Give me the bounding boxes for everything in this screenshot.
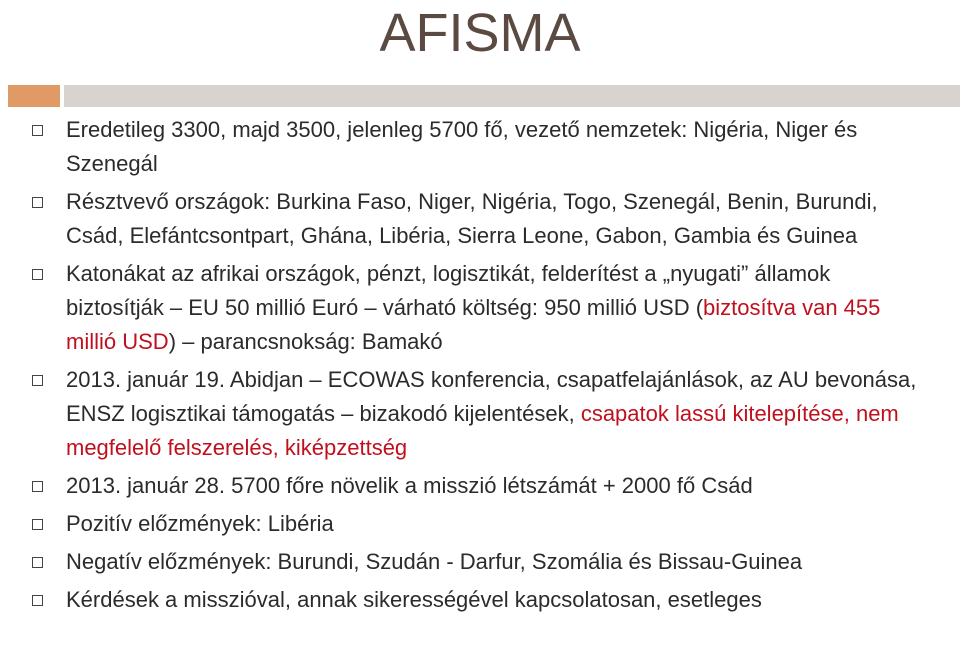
square-bullet-icon	[32, 557, 43, 568]
bullet-text: 2013. január 19. Abidjan – ECOWAS konferencia, csapatfelajánlások, az AU bevonása, ENSZ logisztikai támogatás – bizakodó kijelentések,	[66, 367, 917, 426]
square-bullet-icon	[32, 269, 43, 280]
bullet-text: 2013. január 28. 5700 főre növelik a misszió létszámát + 2000 fő Csád	[66, 473, 753, 498]
highlighted-text: biztosítva van 455 millió USD	[66, 295, 881, 354]
highlighted-text: csapatok lassú kitelepítése, nem megfelelő felszerelés, kiképzettség	[66, 401, 899, 460]
title-band	[64, 85, 960, 107]
bullet-item	[0, 185, 960, 253]
bullet-text: Résztvevő országok: Burkina Faso, Niger, Nigéria, Togo, Szenegál, Benin, Burundi, Csád, Elefántcsontpart, Ghána, Libéria, Sierra Leone, Gabon, Gambia és Guinea	[66, 189, 878, 248]
bullet-item	[0, 363, 960, 465]
bullet-text: Negatív előzmények: Burundi, Szudán - Darfur, Szomália és Bissau-Guinea	[66, 549, 803, 574]
bullet-list	[0, 113, 960, 621]
bullet-item	[0, 113, 960, 181]
bullet-item	[0, 583, 960, 617]
square-bullet-icon	[32, 197, 43, 208]
title-accent-block	[8, 85, 60, 107]
bullet-item	[0, 257, 960, 359]
square-bullet-icon	[32, 375, 43, 386]
bullet-text: Eredetileg 3300, majd 3500, jelenleg 5700 fő, vezető nemzetek: Nigéria, Niger és Szenegál	[66, 117, 858, 176]
square-bullet-icon	[32, 519, 43, 530]
square-bullet-icon	[32, 595, 43, 606]
bullet-item	[0, 507, 960, 541]
title-divider-bar	[0, 85, 960, 107]
bullet-text: ) – parancsnokság: Bamakó	[168, 329, 443, 354]
bullet-text: Pozitív előzmények: Libéria	[66, 511, 334, 536]
square-bullet-icon	[32, 125, 43, 136]
bullet-item	[0, 545, 960, 579]
slide-title: AFISMA	[379, 3, 581, 63]
bullet-text: Katonákat az afrikai országok, pénzt, logisztikát, felderítést a „nyugati” államok biztosítják – EU 50 millió Euró – várható költség: 950 millió USD (	[66, 261, 831, 320]
bullet-text: Kérdések a misszióval, annak sikerességével kapcsolatosan, esetleges	[66, 587, 762, 612]
square-bullet-icon	[32, 481, 43, 492]
bullet-item	[0, 469, 960, 503]
